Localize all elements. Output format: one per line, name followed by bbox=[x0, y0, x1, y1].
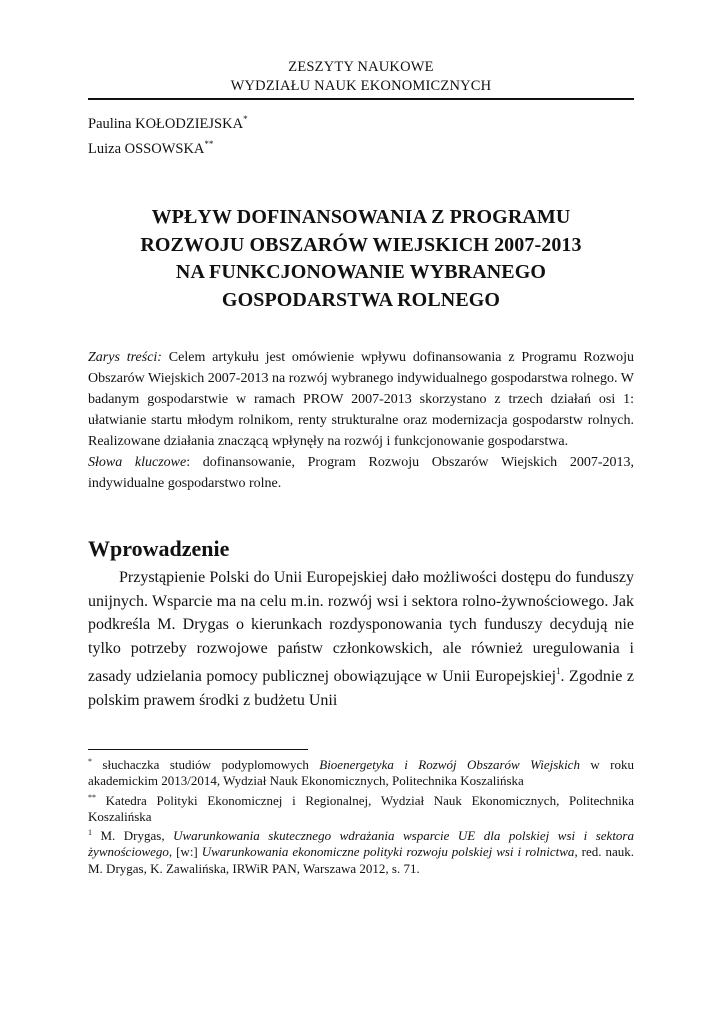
abstract-paragraph bbox=[88, 347, 634, 452]
abstract-text: Celem artykułu jest omówienie wpływu dofinansowania z Programu Rozwoju Obszarów Wiejskich 2007-2013 na rozwój wybranego indywidualnego gospodarstwa rolnego. W badanym gospodarstwie w ramach PROW 2007-2013 skorzystano z trzech działań osi 1: ułatwianie startu młodym rolnikom, renty strukturalne oraz modernizacja gospodarstw rolnych. Realizowane działania znaczącą wpłynęły na rozwój i funkcjonowanie gospodarstwa. bbox=[88, 350, 634, 449]
author-name: Paulina KOŁODZIEJSKA bbox=[88, 116, 244, 132]
section-heading: Wprowadzenie bbox=[88, 536, 230, 561]
abstract bbox=[88, 347, 634, 494]
footnote-text: , [w:] bbox=[168, 844, 202, 860]
author-list bbox=[88, 109, 248, 159]
journal-name: ZESZYTY NAUKOWE bbox=[288, 59, 434, 75]
footnote bbox=[88, 754, 634, 790]
footnote bbox=[88, 790, 634, 826]
footnote-mark: * bbox=[88, 757, 92, 766]
footnote-text: słuchaczka studiów podyplomowych bbox=[92, 757, 320, 772]
body-text: . Zgodnie z polskim prawem środki z budżetu Unii bbox=[88, 668, 635, 709]
faculty-name: WYDZIAŁU NAUK EKONOMICZNYCH bbox=[230, 78, 492, 94]
body-paragraph bbox=[88, 566, 634, 712]
author bbox=[88, 109, 248, 134]
keywords-label: Słowa kluczowe bbox=[88, 455, 187, 470]
title-line: GOSPODARSTWA ROLNEGO bbox=[221, 288, 501, 311]
paper-title bbox=[88, 204, 634, 314]
header-rule bbox=[88, 98, 634, 100]
author bbox=[88, 134, 248, 159]
title-line: WPŁYW DOFINANSOWANIA Z PROGRAMU bbox=[151, 206, 571, 228]
footnote-ref[interactable]: 1 bbox=[556, 666, 561, 676]
footnote-italic: Uwarunkowania skutecznego wdrażania wsparcie UE dla polskiej wsi i sektora żywnościowego bbox=[88, 828, 634, 860]
author-footnote-mark[interactable]: ** bbox=[204, 139, 214, 149]
keywords-paragraph bbox=[88, 452, 634, 494]
title-line: NA FUNKCJONOWANIE WYBRANEGO bbox=[175, 261, 547, 283]
abstract-label: Zarys treści: bbox=[88, 350, 162, 365]
footnotes bbox=[88, 754, 634, 877]
author-name: Luiza OSSOWSKA bbox=[88, 141, 205, 157]
footnote-italic: Uwarunkowania ekonomiczne polityki rozwoju polskiej wsi i rolnictwa bbox=[201, 844, 575, 860]
title-line: ROZWOJU OBSZARÓW WIEJSKICH 2007-2013 bbox=[140, 233, 582, 256]
footnote-text: , red. nauk. M. Drygas, K. Zawalińska, IRWiR PAN, Warszawa 2012, s. 71. bbox=[88, 844, 634, 876]
footnote-text: w roku akademickim 2013/2014, Wydział Nauk Ekonomicznych, Politechnika Koszalińska bbox=[88, 757, 635, 789]
body-text: Przystąpienie Polski do Unii Europejskiej dało możliwości dostępu do funduszy unijnych. Wsparcie ma na celu m.in. rozwój wsi i sektora rolno-żywnościowego. Jak podkreśla M. Drygas o kierunkach rozdysponowania tych funduszy decydują nie tylko potrzeby rozwojowe państw członkowskich, ale również uregulowania i zasady udzielania pomocy publicznej obowiązujące w Unii Europejskiej bbox=[88, 569, 634, 685]
footnote-italic: Bioenergetyka i Rozwój Obszarów Wiejskich bbox=[319, 757, 580, 772]
footnote-text: M. Drygas, bbox=[92, 828, 174, 844]
author-footnote-mark[interactable]: * bbox=[243, 114, 248, 124]
footnote-mark: 1 bbox=[88, 828, 92, 838]
footnote-separator bbox=[88, 749, 308, 750]
keywords-text: : dofinansowanie, Program Rozwoju Obszarów Wiejskich 2007-2013, indywidualne gospodarstwo rolne. bbox=[88, 455, 634, 491]
footnote bbox=[88, 825, 634, 877]
journal-header bbox=[88, 58, 634, 96]
footnote-mark: ** bbox=[88, 792, 96, 802]
footnote-text: Katedra Polityki Ekonomicznej i Regionalnej, Wydział Nauk Ekonomicznych, Politechnika Koszalińska bbox=[88, 792, 634, 824]
